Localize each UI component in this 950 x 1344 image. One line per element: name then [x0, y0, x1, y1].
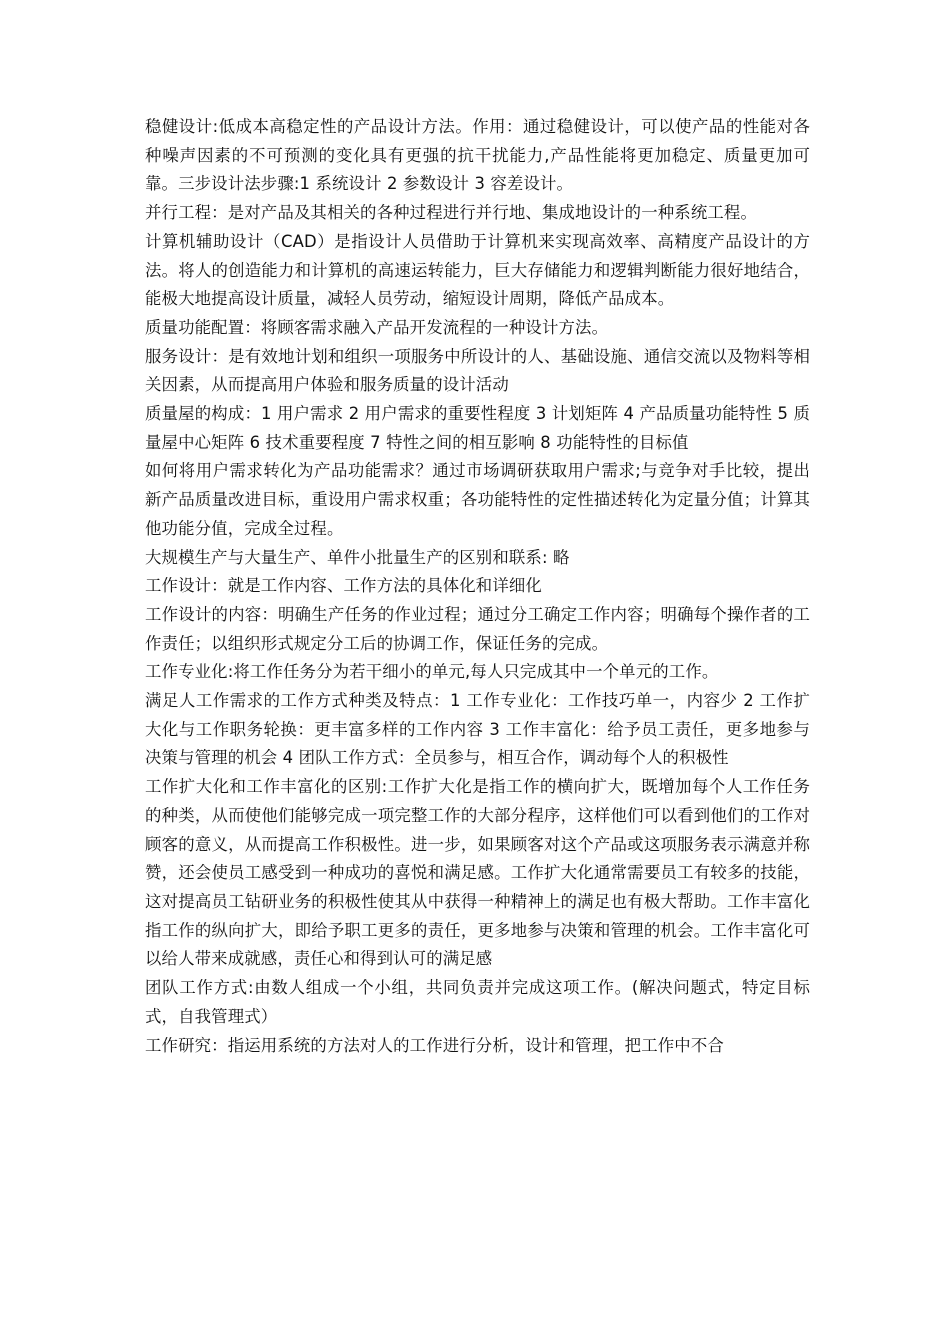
- paragraph-work-study: 工作研究：指运用系统的方法对人的工作进行分析，设计和管理，把工作中不合: [145, 1035, 724, 1055]
- paragraph-job-design-content: 工作设计的内容：明确生产任务的作业过程；通过分工确定工作内容；明确每个操作者的工作责任；以组织形式规定分工后的协调工作，保证任务的完成。: [145, 604, 810, 653]
- paragraph-team-work: 团队工作方式:由数人组成一个小组，共同负责并完成这项工作。(解决问题式，特定目标式，自我管理式）: [145, 978, 810, 1026]
- paragraph-concurrent-engineering: 并行工程：是对产品及其相关的各种过程进行并行地、集成地设计的一种系统工程。: [145, 203, 758, 223]
- paragraph-job-specialization: 工作专业化:将工作任务分为若干细小的单元,每人只完成其中一个单元的工作。: [145, 662, 719, 682]
- paragraph-robust-design: 稳健设计:低成本高稳定性的产品设计方法。作用：通过稳健设计，可以使产品的性能对各种噪声因素的不可预测的变化具有更强的抗干扰能力,产品性能将更加稳定、质量更加可靠。三步设计法步骤:1 系统设计 2 参数设计 3 容差设计。: [145, 117, 810, 194]
- paragraph-job-design: 工作设计：就是工作内容、工作方法的具体化和详细化: [145, 576, 542, 596]
- paragraph-mass-production: 大规模生产与大量生产、单件小批量生产的区别和联系: 略: [145, 547, 570, 567]
- paragraph-requirement-conversion: 如何将用户需求转化为产品功能需求？通过市场调研获取用户需求;与竞争对手比较，提出新产品质量改进目标，重设用户需求权重；各功能特性的定性描述转化为定量分值；计算其他功能分值，完成全过程。: [145, 461, 810, 538]
- paragraph-qfd: 质量功能配置：将顾客需求融入产品开发流程的一种设计方法。: [145, 317, 609, 337]
- paragraph-enlargement-vs-enrichment: 工作扩大化和工作丰富化的区别:工作扩大化是指工作的横向扩大，既增加每个人工作任务的种类，从而使他们能够完成一项完整工作的大部分程序，这样他们可以看到他们的工作对顾客的意义，从而提高工作积极性。进一步，如果顾客对这个产品或这项服务表示满意并称赞，还会使员工感受到一种成功的喜悦和满足感。工作扩大化通常需要员工有较多的技能，这对提高员工钻研业务的积极性使其从中获得一种精神上的满足也有极大帮助。工作丰富化指工作的纵向扩大，即给予职工更多的责任，更多地参与决策和管理的机会。工作丰富化可以给人带来成就感，责任心和得到认可的满足感: [145, 777, 810, 969]
- paragraph-house-of-quality: 质量屋的构成：1 用户需求 2 用户需求的重要性程度 3 计划矩阵 4 产品质量功能特性 5 质量屋中心矩阵 6 技术重要程度 7 特性之间的相互影响 8 功能特性的目标值: [145, 404, 810, 452]
- paragraph-service-design: 服务设计：是有效地计划和组织一项服务中所设计的人、基础设施、通信交流以及物料等相关因素，从而提高用户体验和服务质量的设计活动: [145, 346, 810, 395]
- paragraph-cad: 计算机辅助设计（CAD）是指设计人员借助于计算机来实现高效率、高精度产品设计的方法。将人的创造能力和计算机的高速运转能力，巨大存储能力和逻辑判断能力很好地结合，能极大地提高设计质量，减轻人员劳动，缩短设计周期，降低产品成本。: [145, 231, 810, 309]
- paragraph-work-methods: 满足人工作需求的工作方式种类及特点：1 工作专业化：工作技巧单一，内容少 2 工作扩大化与工作职务轮换：更丰富多样的工作内容 3 工作丰富化：给予员工责任，更多地参与决策与管理的机会 4 团队工作方式：全员参与，相互合作，调动每个人的积极性: [145, 691, 810, 768]
- document-body: [145, 113, 810, 1060]
